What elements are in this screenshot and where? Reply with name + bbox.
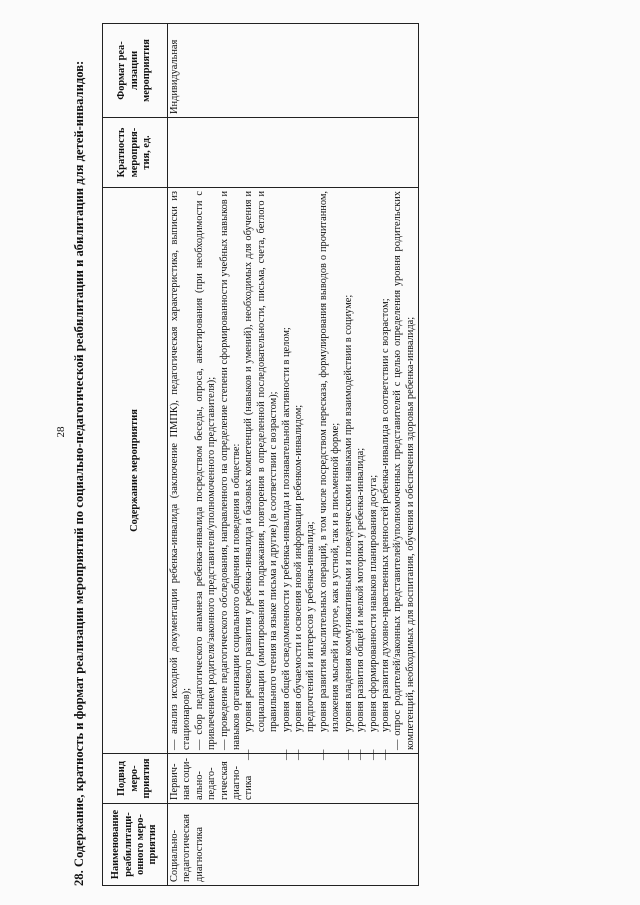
sub-item: —уровня сформированности навыков планирования досуга; bbox=[367, 474, 379, 760]
header-name: Наименование реабилитационного мероприятия bbox=[103, 804, 168, 886]
content-item: — анализ исходной документации ребенка-инвалида (заключение ПМПК), педагогическая характеристика, выписки из стационаров); bbox=[169, 191, 193, 750]
dash-mark: — bbox=[379, 749, 391, 760]
rotated-content bbox=[72, 12, 632, 892]
dash-mark: — bbox=[317, 749, 329, 760]
cell-multiplicity bbox=[168, 118, 419, 188]
cell-measure-name: Социально-педагогическая диагностика bbox=[168, 804, 419, 886]
dash-mark: — bbox=[243, 749, 255, 760]
content-item: — опрос родителей/законных представителей/уполномоченных представителей с целью определения уровня родительских компетенций, необходимых для воспитания, обучения и обеспечения здоровья ребенка-инвалида; bbox=[392, 191, 416, 750]
sub-item: —уровня развития духовно-нравственных ценностей ребенка-инвалида в соответствии с возрастом; bbox=[379, 298, 391, 760]
sub-item: —уровня обучаемости и освоения новой информации ребенком-инвалидом; bbox=[293, 404, 305, 760]
dash-mark: — bbox=[342, 749, 354, 760]
cell-format: Индивидуальная bbox=[168, 24, 419, 118]
sub-item: —уровня общей осведомленности у ребенка-инвалида и познавательной активности в целом; bbox=[280, 327, 292, 760]
sub-item: —уровня развития общей и мелкой моторики у ребенка-инвалида; bbox=[355, 447, 367, 760]
section-title: 28. Содержание, кратность и формат реализации мероприятий по социально-педагогической реабилитации и абилитации для детей-инвалидов: bbox=[72, 60, 86, 886]
table-header-row bbox=[103, 24, 168, 886]
sub-item: —уровня владения коммуникативными и поведенческими навыками при взаимодействии в социуме; bbox=[342, 294, 354, 760]
measures-table bbox=[102, 23, 419, 886]
content-item: — сбор педагогического анамнеза ребенка-инвалида посредством беседы, опроса, анкетирования (при необходимости с привлечением родителя/законного представителя/уполномоченного представителя); bbox=[193, 191, 218, 750]
content-item: — проведение педагогического обследования, направленного на определение степени сформированности учебных навыков и навыков организации социального общения и поведения в обществе: bbox=[218, 191, 243, 750]
header-multiplicity: Кратность мероприятия, ед. bbox=[103, 118, 168, 188]
dash-mark: — bbox=[280, 749, 292, 760]
sub-item: предпочтений и интересов у ребенка-инвалида; bbox=[305, 521, 317, 732]
table-row bbox=[168, 24, 419, 886]
sub-item: —уровня речевого развития у ребенка-инвалида и базовых компетенций (навыков и умений), необходимых для обучения и социализации (имитирования и подражания, повторения в определенной последовательности, письма, счета, беглого и правильного чтения на языке письма и другие) (в соответствии с возрастом); bbox=[243, 191, 280, 760]
header-format: Формат реализации мероприятия bbox=[103, 24, 168, 118]
header-content: Содержание мероприятия bbox=[103, 188, 168, 754]
header-subtype: Подвид мероприятия bbox=[103, 754, 168, 804]
dash-mark: — bbox=[367, 749, 379, 760]
dash-mark: — bbox=[355, 749, 367, 760]
page-number: 28 bbox=[55, 426, 67, 438]
cell-content bbox=[168, 188, 419, 760]
cell-subtype: Первичная социально-педагогическая диагностика bbox=[168, 754, 419, 804]
sub-item: —уровня развития мыслительных операций, в том числе посредством пересказа, формулирования выводов о прочитанном, изложения мыслей и другое, как в устной, так и в письменной форме; bbox=[317, 191, 342, 760]
dash-mark: — bbox=[293, 749, 305, 760]
